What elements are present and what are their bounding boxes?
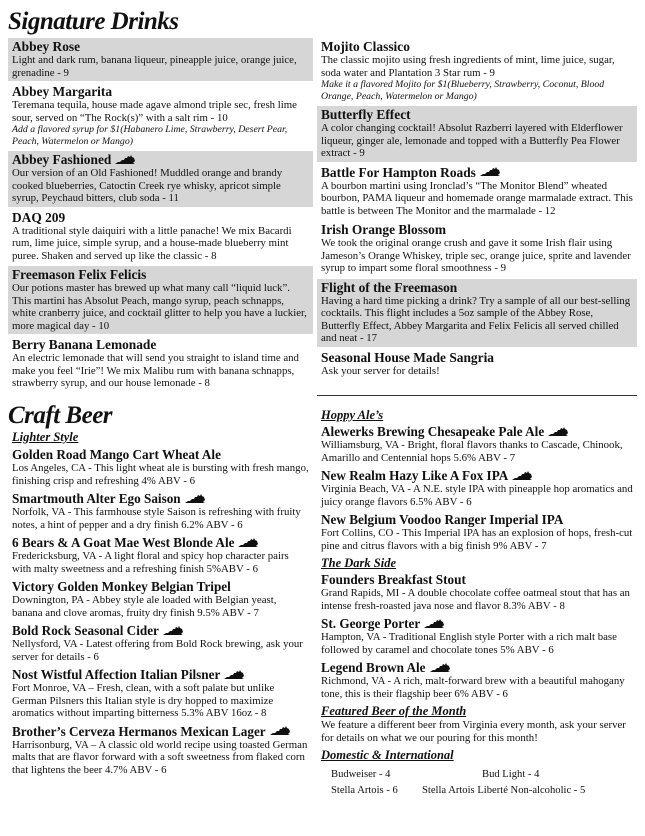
beer-name — [12, 667, 309, 682]
drink-name — [321, 165, 633, 180]
item-name-text: Abbey Fashioned — [12, 152, 112, 167]
beer-section-right — [317, 408, 637, 799]
beer-item — [8, 491, 313, 531]
item-name-text: Mojito Classico — [321, 39, 410, 54]
beer-item — [317, 572, 637, 612]
beer-name — [12, 623, 309, 638]
item-name-text: Seasonal House Made Sangria — [321, 349, 494, 365]
beer-item — [317, 616, 637, 656]
section-divider — [317, 395, 637, 396]
drink-name — [12, 210, 309, 225]
beer-item — [8, 667, 313, 720]
domestic-heading: Domestic & International — [321, 748, 454, 762]
drink-name — [12, 39, 309, 54]
drink-addon-note: Make it a flavored Mojito for $1(Blueberry, Strawberry, Coconut, Blood Orange, Peach, Watermelon or Mango) — [321, 79, 605, 102]
beer-description: Hampton, VA - Traditional English style Porter with a rich malt base followed by caramel and chocolate tones 5% ABV - 6 — [321, 631, 617, 656]
item-name-text: New Realm Hazy Like A Fox IPA — [321, 468, 509, 483]
beer-item — [8, 535, 313, 575]
beer-name — [12, 447, 309, 462]
beer-name — [321, 572, 633, 587]
drink-description: Our potions master has brewed up what many call “liquid luck”. This martini has Absolut Peach, mango syrup, peach schnapps, white cranberry juice, and cocktail glitter to help you have a luckier, more magical day - 10 — [12, 282, 307, 332]
domestic-item: Bud Light - 4 — [482, 769, 540, 780]
virginia-icon — [424, 619, 444, 629]
beer-name — [12, 724, 309, 739]
domestic-item: Budweiser - 4 — [331, 769, 391, 780]
drink-item — [8, 38, 313, 81]
signature-section-left — [8, 8, 313, 394]
beer-name — [321, 660, 633, 675]
drink-name — [321, 222, 633, 237]
drink-description: We took the original orange crush and gave it some Irish flair using Jameson’s Orange Whiskey, triple sec, orange juice, sprite and lavender syrup to impart some floral smoothness - 9 — [321, 237, 631, 274]
drink-description: Teremana tequila, house made agave almond triple sec, fresh lime sour, served on “The Rock(s)” with a salt rim - 10 — [12, 99, 297, 124]
beer-description: Richmond, VA - A rich, malt-forward brew with a beautiful mahogany tone, this is their flagship beer 6% ABV - 6 — [321, 675, 625, 700]
item-name-text: Irish Orange Blossom — [321, 222, 446, 237]
item-name-text: Legend Brown Ale — [321, 660, 426, 675]
drink-description: A traditional style daiquiri with a little panache! We mix Bacardi rum, lime juice, simple syrup, and a house-made blueberry mint puree. Shaken and served up like the classic - 8 — [12, 224, 292, 262]
item-name-text: Golden Road Mango Cart Wheat Ale — [12, 447, 221, 462]
virginia-icon — [430, 663, 450, 673]
item-name-text: Berry Banana Lemonade — [12, 337, 157, 352]
drink-name — [321, 280, 633, 295]
beer-name — [321, 424, 633, 439]
dark-side-heading: The Dark Side — [321, 556, 396, 570]
drink-item — [8, 151, 313, 207]
signature-section-right — [317, 38, 637, 381]
item-name-text: Smartmouth Alter Ego Saison — [12, 491, 181, 506]
drink-name — [12, 152, 309, 167]
drink-item — [8, 209, 313, 265]
domestic-item: Stella Artois Liberté Non-alcoholic - 5 — [422, 785, 586, 796]
item-name-text: New Belgium Voodoo Ranger Imperial IPA — [321, 512, 564, 527]
drink-name — [12, 84, 309, 99]
beer-item — [317, 512, 637, 552]
beer-description: Williamsburg, VA - Bright, floral flavors thanks to Cascade, Chinook, Amarillo and Centennial hops 5.6% ABV - 7 — [321, 439, 623, 464]
beer-item — [317, 424, 637, 464]
drink-item — [8, 83, 313, 149]
drink-item — [317, 106, 637, 162]
drink-name — [12, 337, 309, 352]
beer-name — [321, 468, 633, 483]
drink-item — [317, 279, 637, 347]
drink-name — [321, 39, 633, 54]
virginia-icon — [238, 538, 258, 548]
drink-name — [12, 267, 309, 282]
beer-item — [8, 623, 313, 663]
virginia-icon — [480, 167, 500, 177]
item-name-text: Butterfly Effect — [321, 107, 411, 122]
virginia-icon — [270, 726, 290, 736]
item-name-text: 6 Bears & A Goat Mae West Blonde Ale — [12, 535, 235, 550]
item-name-text: Bold Rock Seasonal Cider — [12, 623, 159, 638]
beer-description: Nellysford, VA - Latest offering from Bold Rock brewing, ask your server for details - 6 — [12, 638, 303, 663]
drink-item — [317, 38, 637, 104]
hoppy-heading: Hoppy Ale’s — [321, 408, 384, 422]
item-name-text: Nost Wistful Affection Italian Pilsner — [12, 667, 221, 682]
domestic-list — [317, 763, 637, 799]
featured-description: We feature a different beer from Virginia every month, ask your server for details on what we our pouring for this month! — [321, 719, 626, 744]
beer-item — [8, 447, 313, 487]
virginia-icon — [163, 626, 183, 636]
item-name-text: Flight of the Freemason — [321, 279, 458, 295]
item-name-text: St. George Porter — [321, 616, 421, 631]
drink-description: An electric lemonade that will send you straight to island time and make you feel “Irie”! We mix Malibu rum with banana schnapps, strawberry syrup, and our house lemonade - 8 — [12, 352, 299, 389]
item-name-text: Brother’s Cerveza Hermanos Mexican Lager — [12, 723, 266, 739]
item-name-text: Alewerks Brewing Chesapeake Pale Ale — [321, 424, 545, 439]
item-name-text: Founders Breakfast Stout — [321, 572, 466, 587]
beer-name — [12, 535, 309, 550]
item-name-text: Abbey Rose — [12, 39, 81, 54]
beer-description: Virginia Beach, VA - A N.E. style IPA with pineapple hop aromatics and juicy orange flavors 6.5% ABV - 6 — [321, 483, 633, 508]
beer-description: Fort Collins, CO - This Imperial IPA has an explosion of hops, fresh-cut pine and citrus flavors with a big finish 9% ABV - 7 — [321, 527, 633, 552]
beer-item — [8, 579, 313, 619]
beer-name — [321, 512, 633, 527]
drink-item — [317, 221, 637, 277]
virginia-icon — [548, 427, 568, 437]
beer-section-left — [8, 402, 313, 780]
drink-description: A color changing cocktail! Absolut Razberri layered with Elderflower liqueur, ginger ale, lemonade and topped with a Butterfly Pea Flower extract - 9 — [321, 122, 623, 159]
beer-description: Fort Monroe, VA – Fresh, clean, with a soft palate but unlike German Pilsners this Italian style is dry hopped to maximize aromatics without imparting bitterness 5.3% ABV 16oz - 8 — [12, 682, 275, 719]
beer-name — [12, 491, 309, 506]
domestic-item: Stella Artois - 6 — [331, 785, 398, 796]
virginia-icon — [115, 155, 135, 165]
beer-description: Los Angeles, CA - This light wheat ale is bursting with fresh mango, finishing crisp and refreshing 4% ABV - 6 — [12, 462, 309, 487]
drink-addon-note: Add a flavored syrup for $1(Habanero Lime, Strawberry, Desert Pear, Peach, Watermelon or Mango) — [12, 124, 288, 147]
item-name-text: Abbey Margarita — [12, 84, 113, 99]
beer-description: Downington, PA - Abbey style ale loaded with Belgian yeast, banana and clove aromas, fruity dry finish 9.5% ABV - 7 — [12, 594, 277, 619]
beer-item — [8, 724, 313, 777]
virginia-icon — [224, 670, 244, 680]
item-name-text: Victory Golden Monkey Belgian Tripel — [12, 579, 231, 594]
beer-title: Craft Beer — [8, 402, 113, 429]
drink-name — [321, 107, 633, 122]
drink-name — [321, 350, 633, 365]
beer-description: Norfolk, VA - This farmhouse style Saison is refreshing with fruity notes, a hint of pepper and a dry finish 6.2% ABV - 6 — [12, 506, 301, 531]
beer-description: Harrisonburg, VA – A classic old world recipe using toasted German malts that are flavor forward with a soft sweetness from flaked corn that lightens the beer 4.7% ABV - 6 — [12, 738, 308, 776]
beer-item — [317, 468, 637, 508]
virginia-icon — [185, 494, 205, 504]
drink-item — [8, 336, 313, 392]
beer-description: Grand Rapids, MI - A double chocolate coffee oatmeal stout that has an intense fresh-roasted java nose and flavor 8.3% ABV - 8 — [321, 587, 630, 612]
beer-name — [12, 579, 309, 594]
lighter-style-heading: Lighter Style — [12, 430, 79, 444]
drink-item — [317, 349, 637, 380]
drink-description: The classic mojito using fresh ingredients of mint, lime juice, sugar, soda water and Plantation 3 Star rum - 9 — [321, 54, 615, 79]
drink-description: A bourbon martini using Ironclad’s “The Monitor Blend” wheated bourbon, PAMA liqueur and homemade orange marmalade extract. This battle is between The Monitor and the marmalade - 12 — [321, 179, 633, 217]
beer-description: Fredericksburg, VA - A light floral and spicy hop character pairs with malty sweetness and a refreshing finish 5%ABV - 6 — [12, 550, 289, 575]
beer-item — [317, 660, 637, 700]
drink-description: Having a hard time picking a drink? Try a sample of all our best-selling cocktails. This flight includes a 5oz sample of the Abbey Rose, Butterfly Effect, Abbey Margarita and Felix Felicis all served chilled and neat - 17 — [321, 294, 631, 344]
drink-description: Light and dark rum, banana liqueur, pineapple juice, orange juice, grenadine - 9 — [12, 54, 297, 79]
virginia-icon — [512, 471, 532, 481]
drink-description: Our version of an Old Fashioned! Muddled orange and brandy cooked blueberries, Catoctin Creek rye whisky, apricot simple syrup, Peychaud bitters, club soda - 11 — [12, 167, 283, 204]
drink-item — [8, 266, 313, 334]
item-name-text: Battle For Hampton Roads — [321, 164, 476, 180]
beer-name — [321, 616, 633, 631]
drink-item — [317, 164, 637, 220]
drink-description: Ask your server for details! — [321, 364, 440, 377]
item-name-text: Freemason Felix Felicis — [12, 267, 147, 282]
signature-title: Signature Drinks — [8, 8, 179, 35]
featured-heading: Featured Beer of the Month — [321, 704, 467, 718]
item-name-text: DAQ 209 — [12, 209, 66, 225]
